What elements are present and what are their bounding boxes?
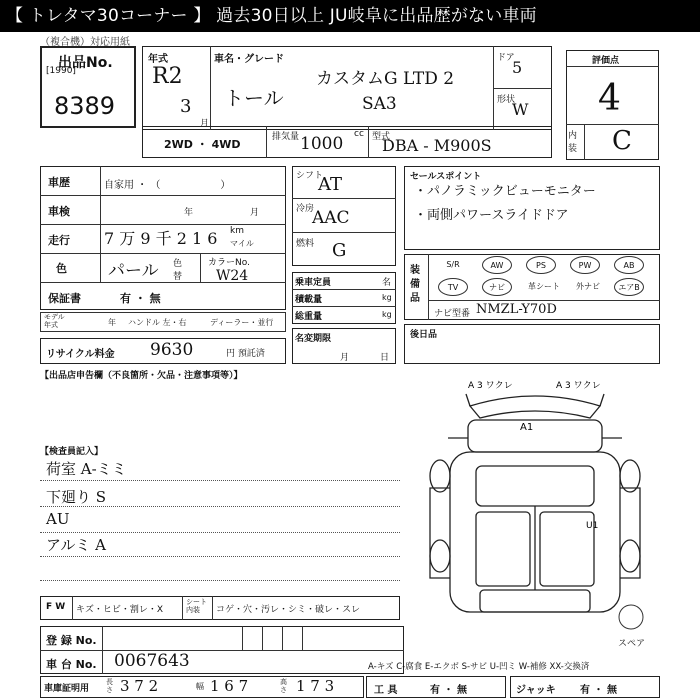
color-code-label: カラーNo.: [208, 258, 250, 268]
retrofit-label: 後日品: [410, 330, 438, 340]
sales-point-1: ・パノラミックビューモニター: [414, 184, 596, 199]
diagram-note-2: A 3 ワクレ: [556, 381, 601, 391]
diagram-note-4: U1: [586, 521, 599, 531]
certificate-label: 車庫証明用: [44, 684, 90, 694]
capacity-label: 乗車定員: [295, 278, 332, 288]
year-label: 年式: [148, 54, 168, 65]
equip-sr: S/R: [446, 260, 460, 269]
capacity-unit: 名: [382, 278, 392, 288]
load-label: 積載量: [295, 295, 323, 305]
certificate-width-label: 幅: [196, 682, 204, 691]
shift-label: シフト: [296, 171, 324, 181]
color-value: パール: [108, 261, 159, 281]
mileage-mile: マイル: [230, 239, 254, 248]
drive-text: 2WD ・ 4WD: [164, 138, 241, 151]
equip-tv: TV: [438, 278, 468, 296]
banner: 【 トレタマ30コーナー 】 過去30日以上 JU岐阜に出品歴がない車両: [0, 0, 700, 32]
ac-label: 冷房: [296, 204, 315, 214]
jack-label: ジャッキ: [516, 685, 556, 696]
tools-value: 有 ・ 無: [430, 685, 467, 696]
equip-ab: AB: [614, 256, 644, 274]
shape-label: 形状: [497, 95, 516, 105]
color-change-label: 色替: [173, 259, 183, 282]
weight-label: 総重量: [295, 312, 323, 322]
score-value: 4: [598, 78, 621, 119]
recycle-label: リサイクル料金: [46, 349, 115, 360]
inspector-line-4: アルミ A: [46, 536, 107, 554]
damage-legend: A-キズ C-腐食 E-エクボ S-サビ U-凹ミ W-補修 XX-交換済: [368, 662, 590, 672]
car-name: トール: [224, 86, 284, 110]
inspection-year: 年: [184, 208, 194, 218]
sales-point-2: ・両側パワースライドドア: [414, 208, 569, 223]
equip-leather: 革シート: [528, 282, 560, 291]
sales-points-label: セールスポイント: [410, 172, 482, 182]
lot-label: 出品No.: [58, 55, 113, 71]
equip-pw: PW: [570, 256, 600, 274]
seat-label: シート内装: [186, 598, 207, 614]
seat-items: コゲ・穴・汚レ・シミ・破レ・スレ: [216, 605, 361, 615]
car-grade: カスタムG LTD 2: [316, 69, 455, 89]
doors-value: 5: [512, 58, 523, 77]
doors-label: ドア: [497, 53, 515, 63]
year-month: 3: [180, 96, 192, 117]
equip-air-b: エアB: [614, 278, 644, 296]
jack-value: 有 ・ 無: [580, 685, 617, 696]
equip-aw: AW: [482, 256, 512, 274]
fuel-label: 燃料: [296, 239, 315, 249]
model-code-label: 型式: [372, 132, 391, 142]
fw-label: F W: [46, 602, 66, 612]
warranty-value: 有 ・ 無: [120, 292, 161, 305]
load-unit: kg: [382, 293, 392, 302]
recycle-unit: 円 預託済: [226, 349, 265, 359]
ac-value: AAC: [312, 208, 350, 228]
model-year-label: モデル年式: [44, 313, 65, 329]
inspector-line-2: 下廻り S: [46, 488, 107, 506]
chassis-label: 車 台 No.: [46, 658, 97, 671]
tools-label: 工 具: [374, 685, 398, 696]
model-code-value: DBA - M900S: [382, 136, 492, 155]
color-code-value: W24: [216, 268, 249, 284]
certificate-height: 1 7 3: [296, 677, 335, 695]
chassis-value: 0067643: [114, 651, 190, 671]
registration-label: 登 録 No.: [46, 634, 97, 647]
certificate-height-label: 高さ: [280, 678, 287, 694]
displacement-value: 1000: [300, 134, 344, 154]
model-year-dealer: ディーラー・並行: [210, 318, 274, 327]
year-month-unit: 月: [200, 119, 210, 129]
navi-model-label: ナビ型番: [434, 309, 471, 319]
weight-unit: kg: [382, 310, 392, 319]
recycle-value: 9630: [150, 340, 194, 360]
equipment-label: 装備品: [410, 265, 420, 304]
interior-value: C: [612, 126, 632, 156]
car-sub: SA3: [362, 94, 397, 114]
equip-ps: PS: [526, 256, 556, 274]
equip-ext-navi: 外ナビ: [576, 282, 600, 291]
spare-label: スペア: [618, 639, 646, 649]
inspector-line-3: AU: [46, 510, 70, 528]
mileage-label: 走行: [48, 234, 70, 247]
diagram-note-3: A1: [520, 422, 534, 433]
lot-badge: [1990]: [46, 66, 76, 76]
color-label: 色: [56, 262, 67, 275]
subtitle: （複合機）対応用紙: [40, 37, 130, 48]
mileage-value: 7 万 9 千 2 1 6: [104, 229, 218, 248]
warranty-label: 保証書: [48, 292, 81, 305]
fuel-value: G: [332, 240, 347, 261]
model-year-handle: ハンドル 左・右: [128, 318, 187, 327]
fw-items: キズ・ヒビ・割レ・X: [76, 605, 163, 615]
year-era: R2: [152, 64, 183, 89]
history-value: 自家用 ・ （ ）: [104, 180, 231, 191]
spare-tire-icon: [616, 602, 646, 632]
mileage-km: km: [230, 226, 244, 236]
navi-model-value: NMZL-Y70D: [476, 302, 557, 317]
displacement-label: 排気量: [272, 132, 300, 142]
shift-value: AT: [318, 174, 343, 195]
retrofit-box: [404, 324, 660, 364]
lot-number: 8389: [54, 92, 116, 120]
displacement-unit: cc: [354, 129, 364, 139]
car-damage-diagram: [410, 378, 660, 630]
equip-navi: ナビ: [482, 278, 512, 296]
score-label: 評価点: [592, 56, 620, 66]
name-change-day: 日: [380, 353, 390, 363]
inspector-label: 【検査員記入】: [40, 447, 104, 457]
diagram-note-1: A 3 ワクレ: [468, 381, 513, 391]
shape-value: W: [512, 100, 529, 119]
model-name-label: 車名・グレード: [214, 54, 284, 65]
seller-notes-label: 【出品店申告欄（不良箇所・欠品・注意事項等）】: [40, 371, 243, 381]
model-year-year: 年: [108, 318, 116, 327]
inspection-month: 月: [250, 208, 260, 218]
inspection-label: 車検: [48, 205, 70, 218]
name-change-month: 月: [340, 353, 350, 363]
name-change-label: 名変期限: [295, 334, 332, 344]
certificate-width: 1 6 7: [210, 677, 249, 695]
certificate-len: 3 7 2: [120, 677, 159, 695]
interior-label: 内装: [568, 131, 578, 154]
inspector-line-1: 荷室 A-ミミ: [46, 460, 127, 478]
certificate-len-label: 長さ: [106, 678, 113, 694]
history-label: 車歴: [48, 176, 70, 189]
